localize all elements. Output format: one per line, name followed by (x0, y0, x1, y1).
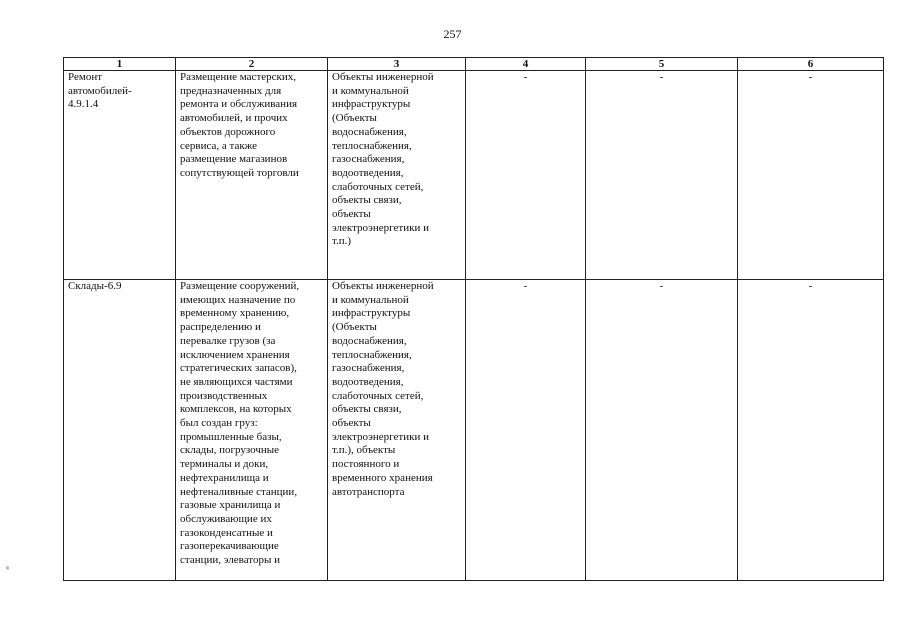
header-col-6: 6 (738, 58, 884, 71)
table-row (64, 71, 884, 280)
use-type-cell: Ремонт автомобилей- 4.9.1.4 (64, 71, 176, 280)
header-row (64, 58, 884, 71)
land-use-table (63, 57, 884, 581)
col6-cell: - (738, 280, 884, 581)
table-row (64, 280, 884, 581)
header-col-1: 1 (64, 58, 176, 71)
use-description-cell: Размещение мастерских, предназначенных для ремонта и обслуживания автомобилей, и прочих объектов дорожного сервиса, а также размещение магазинов сопутствующей торговли (176, 71, 328, 280)
header-col-3: 3 (328, 58, 466, 71)
col5-cell: - (586, 71, 738, 280)
col4-cell: - (466, 280, 586, 581)
related-objects-cell: Объекты инженерной и коммунальной инфраструктуры (Объекты водоснабжения, теплоснабжения, газоснабжения, водоотведения, слаботочных сетей, объекты связи, объекты электроэнергетики и т.п.), объекты постоянного и временного хранения автотранспорта (328, 280, 466, 581)
header-col-2: 2 (176, 58, 328, 71)
header-col-4: 4 (466, 58, 586, 71)
use-description-cell: Размещение сооружений, имеющих назначение по временному хранению, распределению и перевалке грузов (за исключением хранения стратегических запасов), не являющихся частями производственных комплексов, на которых был создан груз: промышленные базы, склады, погрузочные терминалы и доки, нефтехранилища и нефтеналивные станции, газовые хранилища и обслуживающие их газоконденсатные и газоперекачивающие станции, элеваторы и (176, 280, 328, 581)
related-objects-cell: Объекты инженерной и коммунальной инфраструктуры (Объекты водоснабжения, теплоснабжения, газоснабжения, водоотведения, слаботочных сетей, объекты связи, объекты электроэнергетики и т.п.) (328, 71, 466, 280)
col4-cell: - (466, 71, 586, 280)
margin-mark: ≡ (3, 566, 11, 570)
col5-cell: - (586, 280, 738, 581)
col6-cell: - (738, 71, 884, 280)
page-number: 257 (443, 27, 462, 41)
header-col-5: 5 (586, 58, 738, 71)
use-type-cell: Склады-6.9 (64, 280, 176, 581)
